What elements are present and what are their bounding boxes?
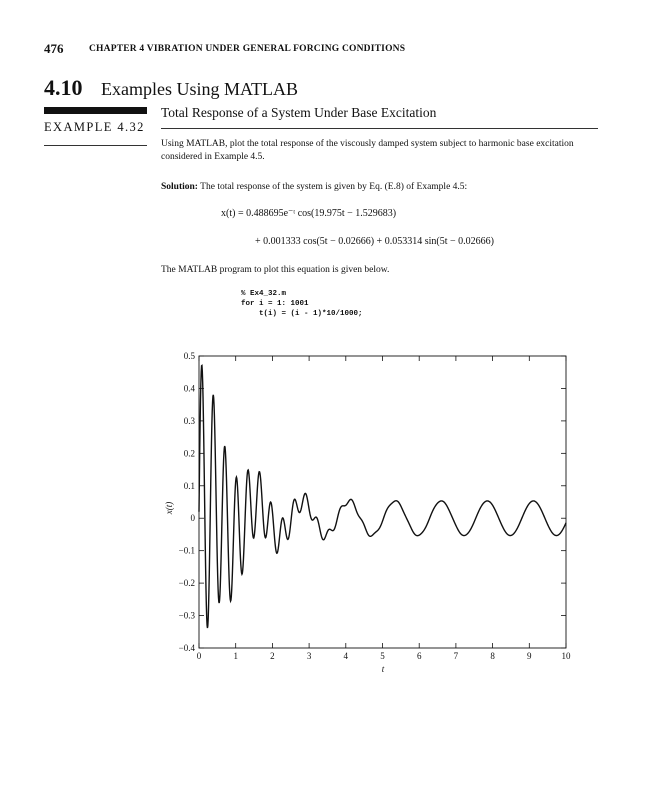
plot-area-border <box>199 356 566 648</box>
solution-text: The total response of the system is given by Eq. (E.8) of Example 4.5: <box>197 182 468 192</box>
y-tick-label: 0.2 <box>183 448 195 459</box>
x-tick-label: 5 <box>380 651 385 661</box>
code-line-2: for i = 1: 1001 <box>241 300 309 308</box>
y-tick-label: 0.3 <box>183 415 195 426</box>
y-tick-label: −0.1 <box>178 545 195 556</box>
section-title: Examples Using MATLAB <box>101 79 298 99</box>
y-axis-label: x(t) <box>164 501 174 515</box>
x-tick-label: 9 <box>527 651 532 661</box>
y-tick-label: −0.4 <box>178 643 195 653</box>
x-tick-label: 4 <box>343 651 349 661</box>
equation-line-2: + 0.001333 cos(5t − 0.02666) + 0.053314 sin(5t − 0.02666) <box>255 236 494 247</box>
y-tick-label: −0.2 <box>178 578 195 589</box>
x-tick-label: 7 <box>453 651 459 661</box>
plot-tick-labels <box>179 351 571 661</box>
series-line-x-of-t <box>199 365 566 628</box>
section-number: 4.10 <box>44 75 83 100</box>
solution-label: Solution: <box>161 182 198 192</box>
code-line-3: t(i) = (i - 1)*10/1000; <box>241 310 363 318</box>
x-axis-label: t <box>381 664 385 674</box>
x-tick-label: 2 <box>270 651 275 661</box>
y-tick-label: 0.1 <box>183 480 195 491</box>
plot-frame <box>199 356 566 648</box>
chapter-heading: CHAPTER 4 VIBRATION UNDER GENERAL FORCING CONDITIONS <box>89 44 406 54</box>
y-tick-label: 0 <box>190 513 195 524</box>
x-tick-label: 10 <box>561 651 571 661</box>
matlab-intro: The MATLAB program to plot this equation is given below. <box>161 265 390 275</box>
code-line-1: % Ex4_32.m <box>241 290 287 298</box>
x-tick-label: 8 <box>490 651 495 661</box>
x-tick-label: 6 <box>416 651 422 661</box>
y-tick-label: −0.3 <box>178 610 195 621</box>
plot-ticks <box>199 356 566 648</box>
x-tick-label: 0 <box>196 651 202 661</box>
page-number: 476 <box>44 41 64 56</box>
y-tick-label: 0.4 <box>183 383 195 394</box>
x-tick-label: 3 <box>306 651 312 661</box>
example-title: Total Response of a System Under Base Excitation <box>161 105 437 120</box>
example-description: Using MATLAB, plot the total response of the viscously damped system subject to harmonic base excitation considered in Example 4.5. <box>161 139 574 162</box>
y-tick-label: 0.5 <box>183 351 195 361</box>
example-label: EXAMPLE 4.32 <box>44 120 145 134</box>
equation-line-1: x(t) = 0.488695e⁻ᵗ cos(19.975t − 1.529683) <box>221 208 397 219</box>
x-tick-label: 1 <box>233 651 238 661</box>
